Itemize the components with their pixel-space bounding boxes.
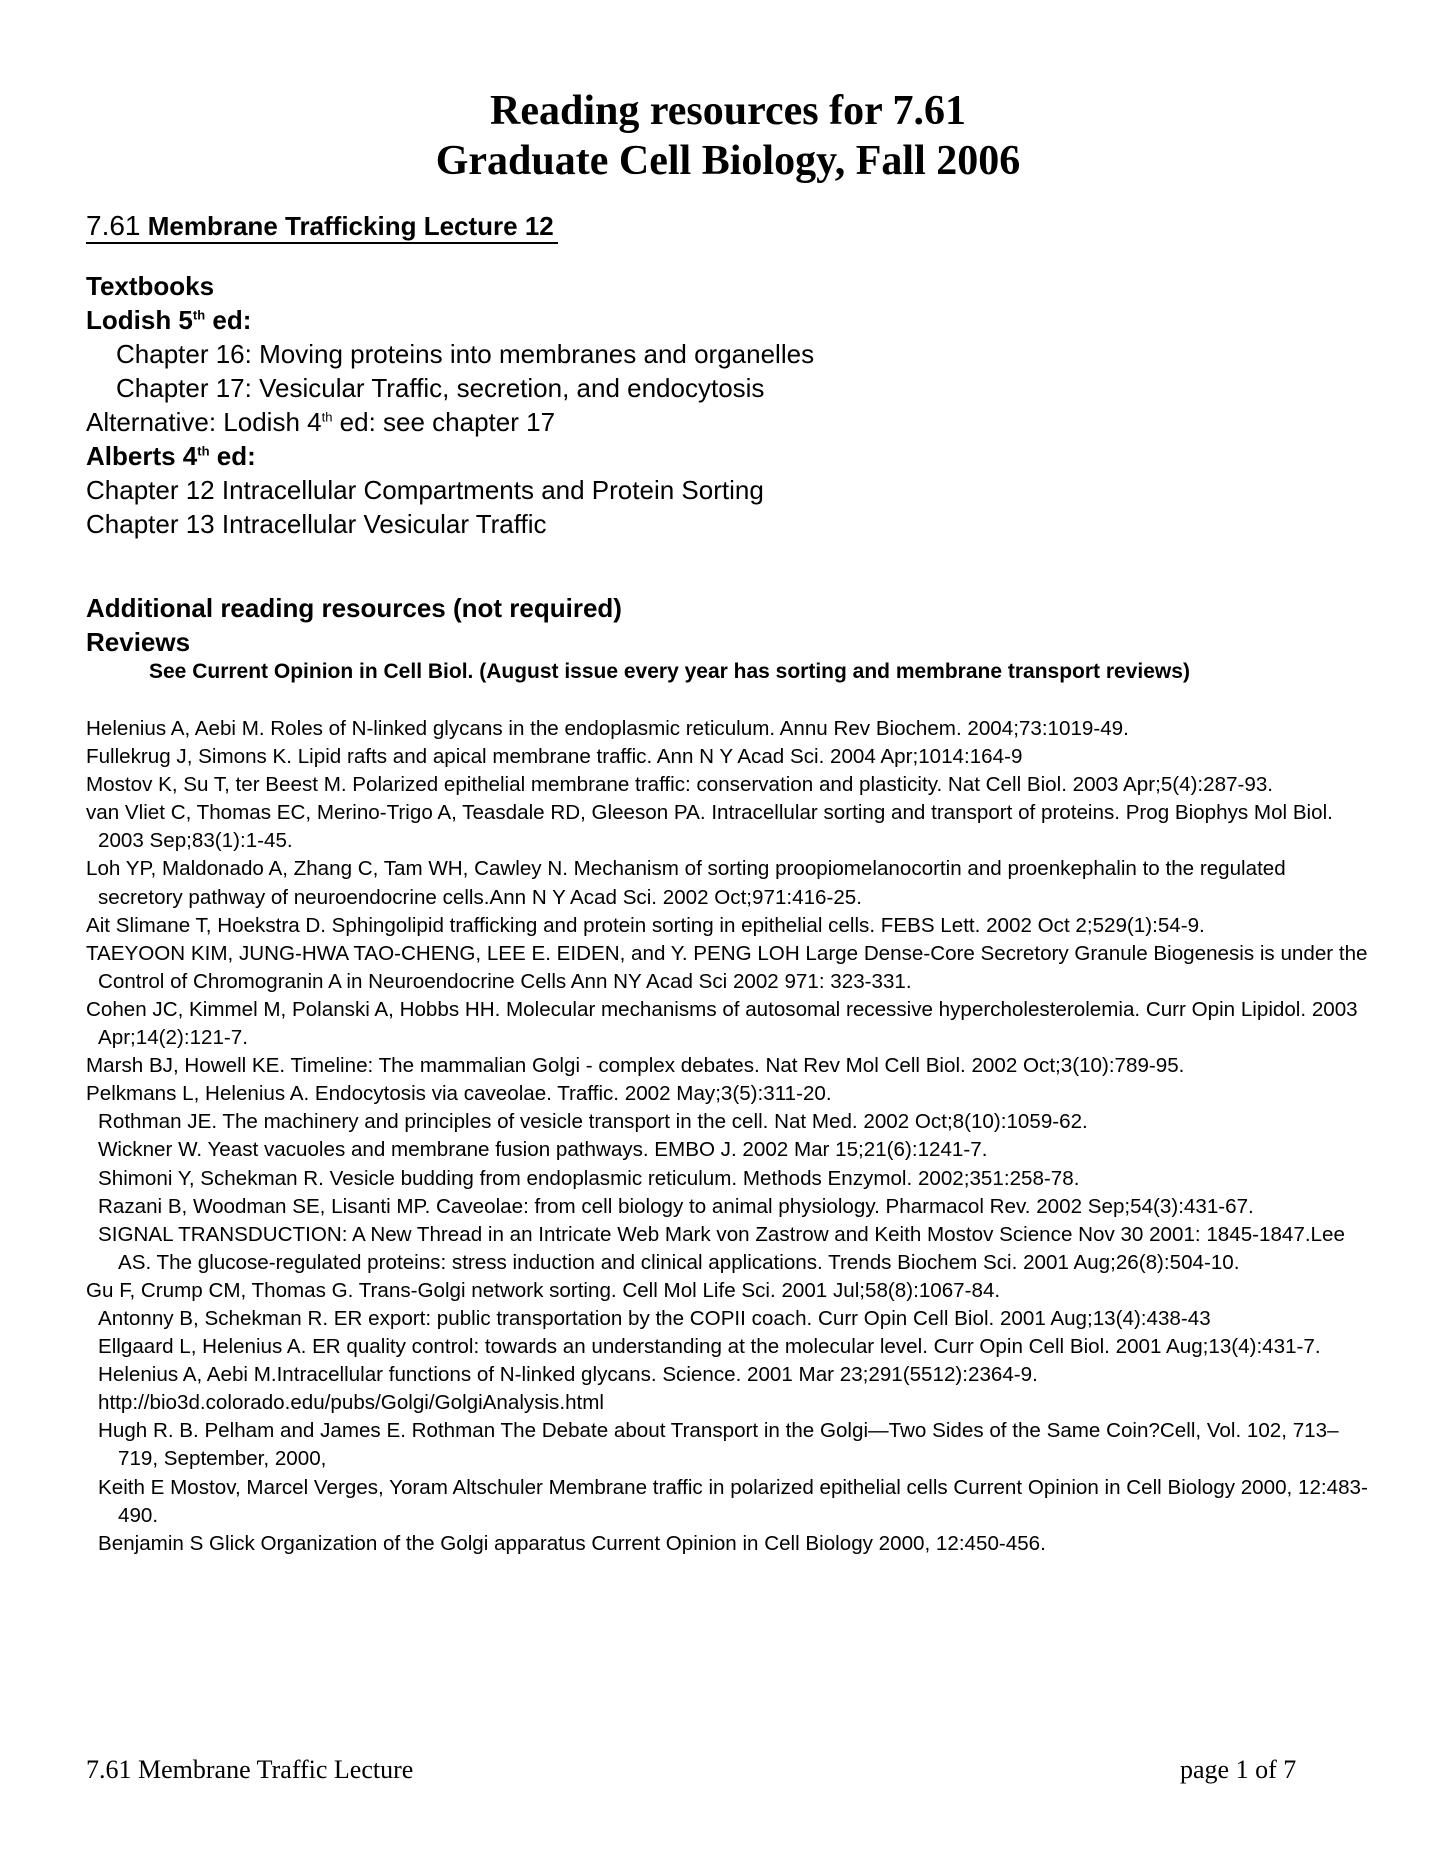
reference-item: Razani B, Woodman SE, Lisanti MP. Caveolae: from cell biology to animal physiology. Pharmacol Rev. 2002 Sep;54(3):431-67. — [98, 1194, 1254, 1218]
reference-item: Cohen JC, Kimmel M, Polanski A, Hobbs HH. Molecular mechanisms of autosomal recessive hypercholesterolemia. Curr Opin Lipidol. 2003 Apr;14(2):121-7. — [86, 997, 1358, 1050]
reference-link[interactable]: http://bio3d.colorado.edu/pubs/Golgi/GolgiAnalysis.html — [98, 1391, 604, 1415]
reference-item: Rothman JE. The machinery and principles of vesicle transport in the cell. Nat Med. 2002 Oct;8(10):1059-62. — [98, 1110, 1088, 1134]
reference-item: Wickner W. Yeast vacuoles and membrane fusion pathways. EMBO J. 2002 Mar 15;21(6):1241-7. — [98, 1138, 988, 1162]
reviews-note: See Current Opinion in Cell Biol. (August issue every year has sorting and membrane transport reviews) — [149, 660, 1190, 683]
alberts-chapter-13: Chapter 13 Intracellular Vesicular Traffic — [86, 509, 547, 539]
alternative-text: Alternative: Lodish 4th ed: see chapter 17 — [86, 407, 556, 437]
reference-item: Helenius A, Aebi M. Roles of N-linked glycans in the endoplasmic reticulum. Annu Rev Biochem. 2004;73:1019-49. — [86, 717, 1129, 740]
page-number: page 1 of 7 — [1180, 1755, 1297, 1784]
reference-item: Loh YP, Maldonado A, Zhang C, Tam WH, Cawley N. Mechanism of sorting proopiomelanocortin and proenkephalin to the regulated secretory pathway of neuroendocrine cells.Ann N Y Acad Sci. 2002 Oct;971:416-25. — [86, 857, 1286, 909]
lecture-title: Membrane Trafficking Lecture 12 — [147, 211, 554, 241]
textbooks-heading: Textbooks — [86, 271, 215, 301]
lodish-heading: Lodish 5th ed: — [86, 305, 252, 335]
reference-item: Gu F, Crump CM, Thomas G. Trans-Golgi network sorting. Cell Mol Life Sci. 2001 Jul;58(8):1067-84. — [86, 1278, 1001, 1302]
reference-item: Hugh R. B. Pelham and James E. Rothman The Debate about Transport in the Golgi—Two Sides of the Same Coin?Cell, Vol. 102, 713–719, September, 2000, — [98, 1419, 1339, 1471]
reference-item: Ait Slimane T, Hoekstra D. Sphingolipid trafficking and protein sorting in epithelial cells. FEBS Lett. 2002 Oct 2;529(1):54-9. — [86, 913, 1205, 937]
reference-item: Keith E Mostov, Marcel Verges, Yoram Altschuler Membrane traffic in polarized epithelial cells Current Opinion in Cell Biology 2000, 12:483-490. — [98, 1475, 1368, 1527]
reference-item: Marsh BJ, Howell KE. Timeline: The mammalian Golgi - complex debates. Nat Rev Mol Cell Biol. 2002 Oct;3(10):789-95. — [86, 1054, 1185, 1078]
lodish-chapter-16: Chapter 16: Moving proteins into membranes and organelles — [116, 339, 815, 369]
reference-item: Helenius A, Aebi M.Intracellular functions of N-linked glycans. Science. 2001 Mar 23;291(5512):2364-9. — [98, 1363, 1038, 1387]
page-title-line-2: Graduate Cell Biology, Fall 2006 — [435, 138, 1021, 184]
additional-reading-heading: Additional reading resources (not required) — [86, 593, 622, 623]
alberts-heading: Alberts 4th ed: — [86, 441, 256, 471]
reference-item: Fullekrug J, Simons K. Lipid rafts and apical membrane traffic. Ann N Y Acad Sci. 2004 Apr;1014:164-9 — [86, 745, 1023, 769]
reference-item: Shimoni Y, Schekman R. Vesicle budding from endoplasmic reticulum. Methods Enzymol. 2002;351:258-78. — [98, 1166, 1080, 1190]
lodish-chapter-17: Chapter 17: Vesicular Traffic, secretion, and endocytosis — [116, 373, 765, 403]
reference-item: van Vliet C, Thomas EC, Merino-Trigo A, Teasdale RD, Gleeson PA. Intracellular sorting and transport of proteins. Prog Biophys Mol Biol. 2003 Sep;83(1):1-45. — [86, 801, 1333, 853]
reviews-heading: Reviews — [86, 627, 191, 657]
reference-item: Ellgaard L, Helenius A. ER quality control: towards an understanding at the molecular level. Curr Opin Cell Biol. 2001 Aug;13(4):431-7. — [98, 1335, 1321, 1359]
reference-item: SIGNAL TRANSDUCTION: A New Thread in an Intricate Web Mark von Zastrow and Keith Mostov Science Nov 30 2001: 1845-1847.Lee AS. The glucose-regulated proteins: stress induction and clinical applications. Trends Biochem Sci. 2001 Aug;26(8):504-10. — [98, 1222, 1345, 1274]
lecture-heading — [86, 210, 558, 244]
footer-left: 7.61 Membrane Traffic Lecture — [86, 1755, 414, 1784]
reference-list — [86, 715, 1376, 1558]
reference-item: Antonny B, Schekman R. ER export: public transportation by the COPII coach. Curr Opin Cell Biol. 2001 Aug;13(4):438-43 — [98, 1306, 1211, 1330]
reference-item: TAEYOON KIM, JUNG-HWA TAO-CHENG, LEE E. EIDEN, and Y. PENG LOH Large Dense-Core Secretory Granule Biogenesis is under the Control of Chromogranin A in Neuroendocrine Cells Ann NY Acad Sci 2002 971: 323-331. — [86, 941, 1368, 993]
reference-item: Mostov K, Su T, ter Beest M. Polarized epithelial membrane traffic: conservation and plasticity. Nat Cell Biol. 2003 Apr;5(4):287-93. — [86, 773, 1274, 797]
reference-item: Pelkmans L, Helenius A. Endocytosis via caveolae. Traffic. 2002 May;3(5):311-20. — [86, 1082, 832, 1106]
lecture-number: 7.61 — [86, 210, 141, 241]
alberts-chapter-12: Chapter 12 Intracellular Compartments and Protein Sorting — [86, 475, 764, 505]
reference-item: Benjamin S Glick Organization of the Golgi apparatus Current Opinion in Cell Biology 2000, 12:450-456. — [98, 1531, 1046, 1555]
page-title-line-1: Reading resources for 7.61 — [490, 88, 966, 134]
